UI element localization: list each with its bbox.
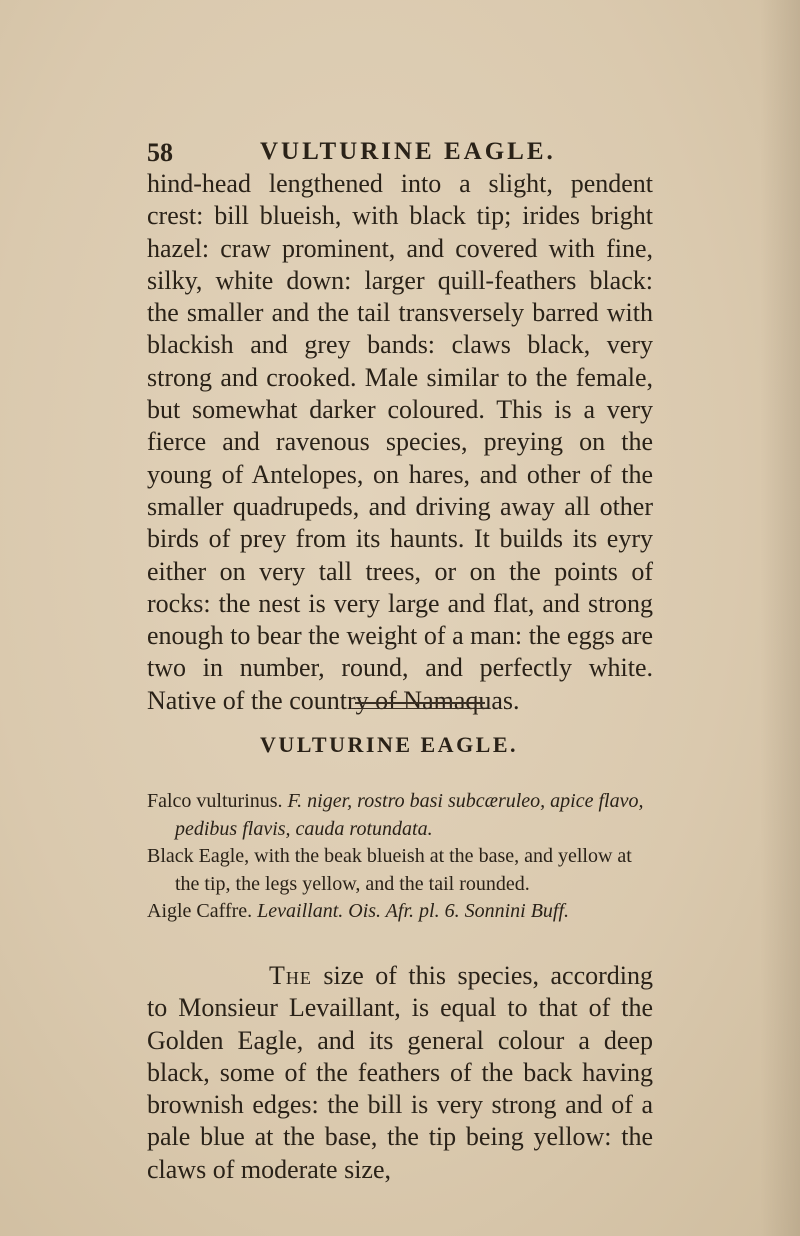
paragraph-lead-word: The bbox=[269, 961, 312, 990]
synonym-latin bbox=[147, 788, 653, 843]
synonym-french-reference: Levaillant. Ois. Afr. pl. 6. Sonnini Buff. bbox=[257, 900, 570, 922]
section-divider-thin bbox=[352, 708, 488, 709]
running-title: VULTURINE EAGLE. bbox=[260, 138, 556, 165]
body-paragraph-2 bbox=[147, 960, 653, 1186]
page-number: 58 bbox=[147, 138, 173, 167]
paragraph-text bbox=[147, 960, 653, 1186]
synonym-latin-diagnosis: F. niger, rostro basi subcæruleo, apice flavo, pedibus flavis, cauda rotundata. bbox=[175, 790, 644, 840]
synonym-english: Black Eagle, with the beak blueish at the base, and yellow at the tip, the legs yellow, and the tail rounded. bbox=[147, 845, 632, 895]
synonym-french bbox=[147, 898, 653, 926]
body-paragraph-1 bbox=[147, 168, 653, 717]
paragraph-body: size of this species, according to Monsieur Levaillant, is equal to that of the Golden Eagle, and its general colour a deep black, some of the feathers of the back having brownish edges: the bill is very strong and of a pale blue at the base, the tip being yellow: the claws of moderate size, bbox=[147, 961, 654, 1184]
paragraph-text: hind-head lengthened into a slight, pendent crest: bill blueish, with black tip; irides bright hazel: craw prominent, and covered with fine, silky, white down: larger quill-feathers black: the smaller and the tail transversely barred with blackish and grey bands: claws black, very strong and crooked. Male similar to the female, but somewhat darker coloured. This is a very fierce and ravenous species, preying on the young of Antelopes, on hares, and other of the smaller quadrupeds, and driving away all other birds of prey from its haunts. It builds its eyry either on very tall trees, or on the points of rocks: the nest is very large and flat, and strong enough to bear the weight of a man: the eggs are two in number, round, and perfectly white. Native of the country of Namaquas. bbox=[147, 169, 653, 715]
synonym-french-name: Aigle Caffre. bbox=[147, 900, 253, 922]
page-edge-shadow bbox=[760, 0, 800, 1236]
section-divider bbox=[355, 702, 485, 704]
synonym-latin-name: Falco vulturinus. bbox=[147, 790, 283, 812]
synonymy-block bbox=[147, 788, 653, 926]
section-title: VULTURINE EAGLE. bbox=[260, 732, 519, 757]
